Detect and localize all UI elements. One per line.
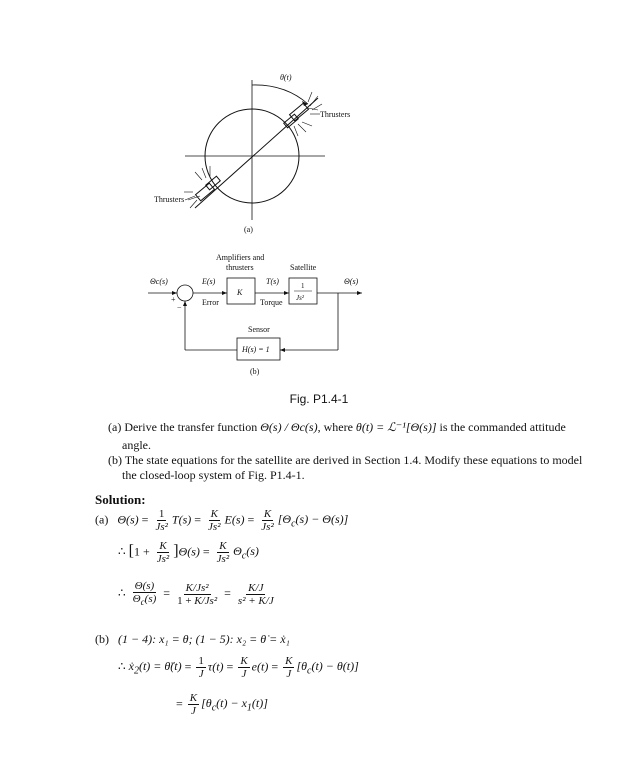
sensor-block-label: H(s) = 1 [242, 345, 270, 354]
amp-title-line2: thrusters [226, 263, 254, 272]
solution-b-eq3: = $\frac{K}{J}$ $[\theta_c(t) - x_1(t)]$ [176, 692, 268, 717]
satellite-numerator: 1 [301, 282, 305, 290]
output-label: Θ(s) [344, 277, 359, 286]
satellite-denominator: Js² [296, 294, 304, 302]
plus-sign: + [171, 295, 176, 304]
satellite-title: Satellite [290, 263, 317, 272]
error-symbol: E(s) [202, 277, 216, 286]
solution-a-eq1: (a) Θ(s) = $\frac{1}{\text{Js²}}$ T(s) = $\frac{K}{\text{Js²}}$ E(s) = $\frac{K}{\text{Js²}}$ $[\Theta_c(s) - \Theta(s)]$ [95, 508, 349, 533]
problem-a-line2: angle. [122, 438, 151, 452]
input-label: Θc(s) [150, 277, 168, 286]
summing-junction [177, 285, 193, 301]
amp-title-line1: Amplifiers and [216, 253, 265, 262]
theta-label: θ(t) [280, 73, 292, 82]
torque-symbol: T(s) [266, 277, 279, 286]
figure-b-block-diagram [140, 250, 380, 380]
thruster-axis [195, 98, 318, 208]
theta-angle-arc [252, 85, 308, 104]
solution-a-eq2: ∴ [1 + $\frac{K}{\text{Js²}}$ ]Θ(s) = $\frac{K}{\text{Js²}}$ $\Theta_c(s)$ [118, 540, 259, 565]
problem-a-laplace: θ(t) = ℒ⁻¹[Θ(s)] [355, 420, 437, 434]
problem-part-b: (b) The state equations for the satellite are derived in Section 1.4. Modify these equations to model the closed-loop system of Fig. P1.4-1. [108, 453, 583, 482]
gain-block-label: K [237, 288, 243, 297]
figure-a-satellite-diagram [140, 70, 380, 240]
problem-a-line1: (a) Derive the transfer function Θ(s) / Θc(s), where θ(t) = ℒ⁻¹[Θ(s)] is the commanded attitude [108, 420, 566, 434]
figure-caption: Fig. P1.4-1 [289, 392, 349, 406]
problem-a-transfer-function: Θ(s) / Θc(s) [260, 420, 318, 434]
error-text: Error [202, 298, 219, 307]
problem-part-a [108, 420, 566, 453]
figure-b-sublabel: (b) [250, 367, 260, 376]
figure-a-sublabel: (a) [244, 225, 253, 234]
solution-a-eq3: ∴ $\frac{\Theta(s)}{\Theta_c(s)}$ = $\frac{\text{K/Js²}}{\text{1 + K/Js²}}$ = $\frac{K/J}{\text{s² + K/J}}$ [118, 580, 274, 608]
thrusters-right-label: Thrusters [320, 110, 351, 119]
sensor-title: Sensor [248, 325, 270, 334]
thrusters-left-label: Thrusters [154, 195, 185, 204]
solution-b-eq2: ∴ ẋ$_2$(t) = θ̈(t) = $\frac{1}{J}$ τ(t) = $\frac{K}{J}$ e(t) = $\frac{K}{J}$ $[\theta_c(t) - \theta(t)]$ [118, 655, 359, 680]
solution-b-eq1: (b) (1 − 4): x₁ = θ; (1 − 5): x₂ = θ̇ = ẋ₁ [95, 632, 290, 646]
torque-text: Torque [260, 298, 283, 307]
minus-sign: − [177, 303, 182, 312]
solution-heading: Solution: [95, 492, 146, 507]
